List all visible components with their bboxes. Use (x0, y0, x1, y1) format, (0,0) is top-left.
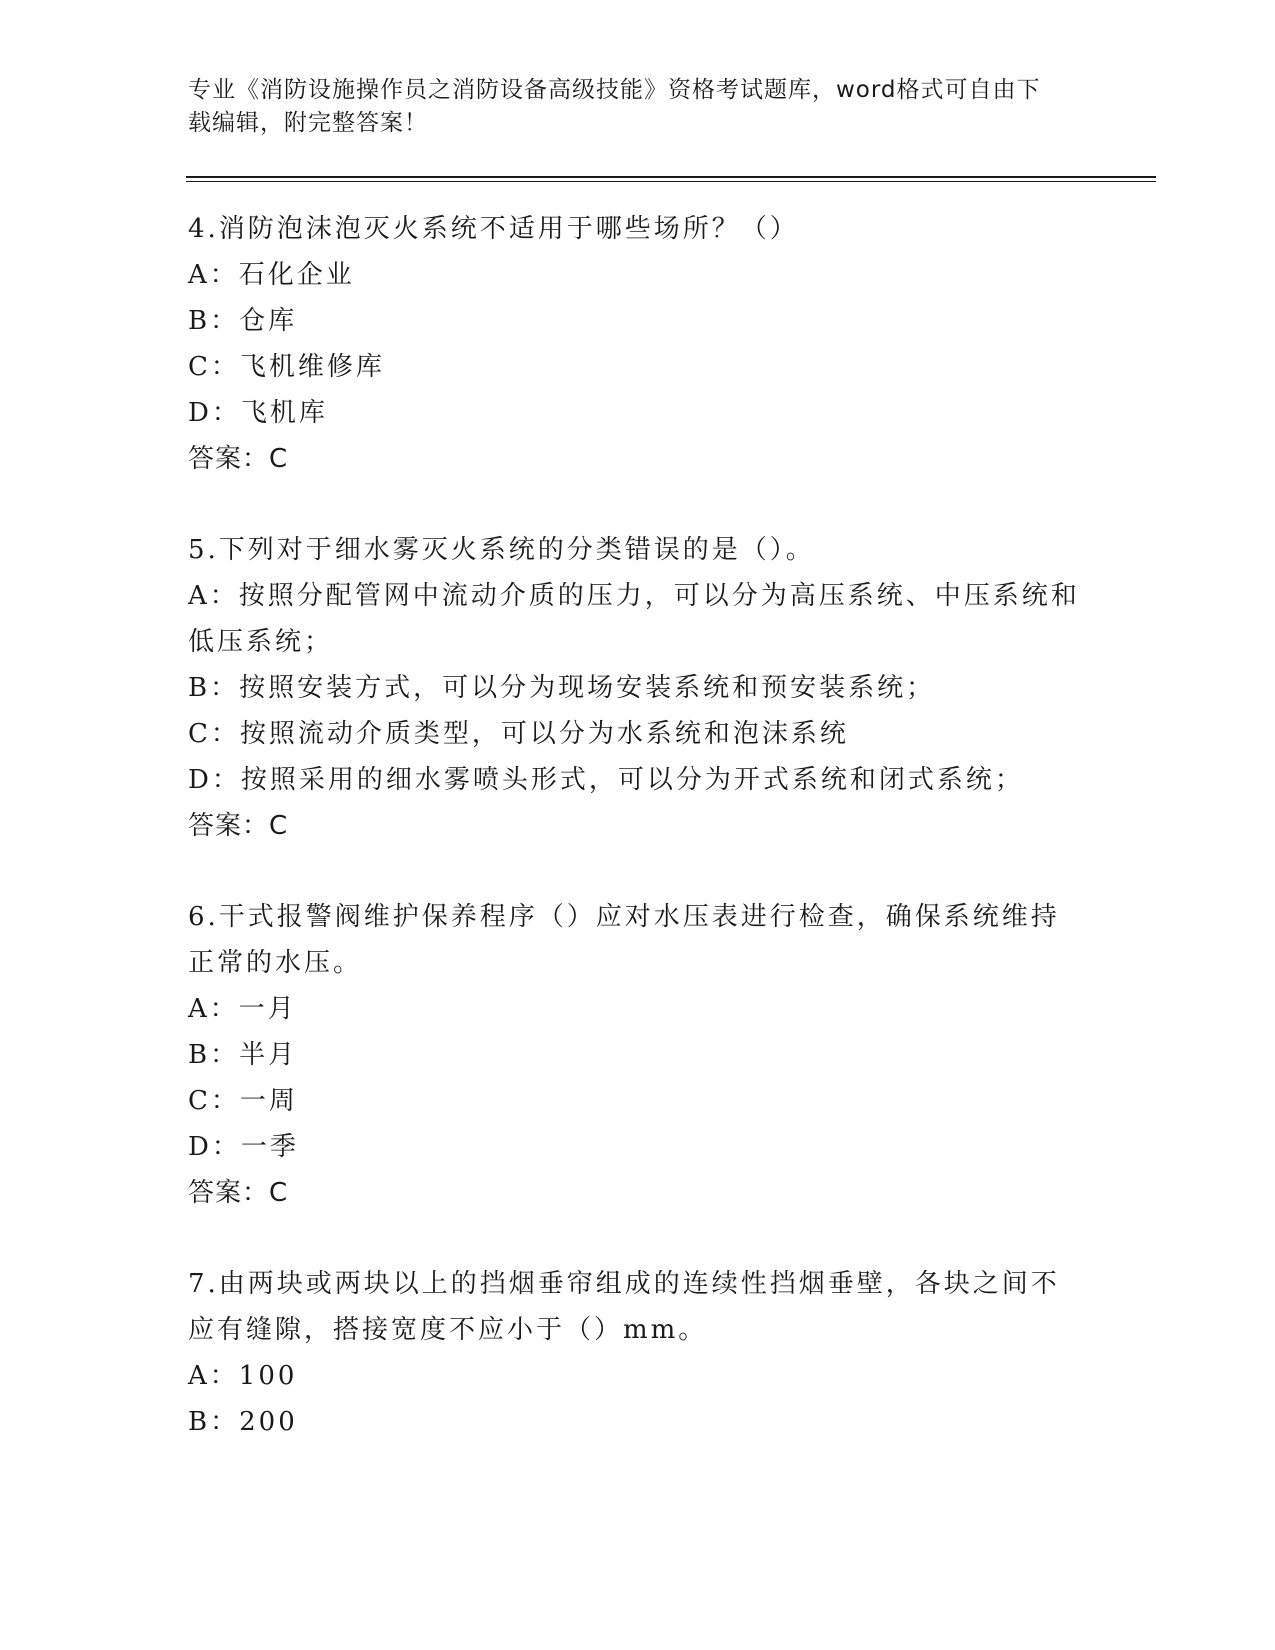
header-divider-thin (186, 181, 1156, 182)
answer: 答案：C (188, 811, 289, 841)
question-stem: 7.由两块或两块以上的挡烟垂帘组成的连续性挡烟垂壁，各块之间不 (188, 1269, 1060, 1299)
question-stem: 5.下列对于细水雾灭火系统的分类错误的是（）。 (188, 535, 815, 565)
question-6 (188, 894, 1088, 1216)
answer: 答案：C (188, 444, 289, 474)
option-a: A：石化企业 (188, 260, 355, 290)
option-c: C：飞机维修库 (188, 352, 385, 382)
header-line-1: 专业《消防设施操作员之消防设备高级技能》资格考试题库，word格式可自由下 (188, 77, 1041, 103)
option-c: C：一周 (188, 1086, 298, 1116)
header-divider-thick (186, 176, 1156, 178)
question-5 (188, 527, 1088, 849)
question-stem-continued: 应有缝隙，搭接宽度不应小于（）mm。 (188, 1315, 708, 1345)
option-c: C：按照流动介质类型，可以分为水系统和泡沫系统 (188, 719, 849, 749)
option-d: D：一季 (188, 1132, 299, 1162)
option-d: D：按照采用的细水雾喷头形式，可以分为开式系统和闭式系统； (188, 765, 1024, 795)
answer: 答案：C (188, 1178, 289, 1208)
header-line-2: 载编辑，附完整答案！ (188, 110, 428, 136)
option-a-continued: 低压系统； (188, 627, 334, 657)
question-stem-continued: 正常的水压。 (188, 948, 363, 978)
option-b: B：仓库 (188, 306, 298, 336)
option-a: A：按照分配管网中流动介质的压力，可以分为高压系统、中压系统和 (188, 581, 1080, 611)
document-header (188, 74, 1068, 140)
question-7 (188, 1261, 1088, 1445)
question-list (188, 206, 1088, 1490)
question-stem: 4.消防泡沫泡灭火系统不适用于哪些场所？（） (188, 214, 799, 244)
option-b: B：按照安装方式，可以分为现场安装系统和预安装系统； (188, 673, 936, 703)
question-stem: 6.干式报警阀维护保养程序（）应对水压表进行检查，确保系统维持 (188, 902, 1060, 932)
option-a: A：一月 (188, 994, 297, 1024)
option-d: D：飞机库 (188, 398, 328, 428)
option-b: B：200 (188, 1407, 298, 1437)
option-b: B：半月 (188, 1040, 298, 1070)
option-a: A：100 (188, 1361, 298, 1391)
question-4 (188, 206, 1088, 482)
